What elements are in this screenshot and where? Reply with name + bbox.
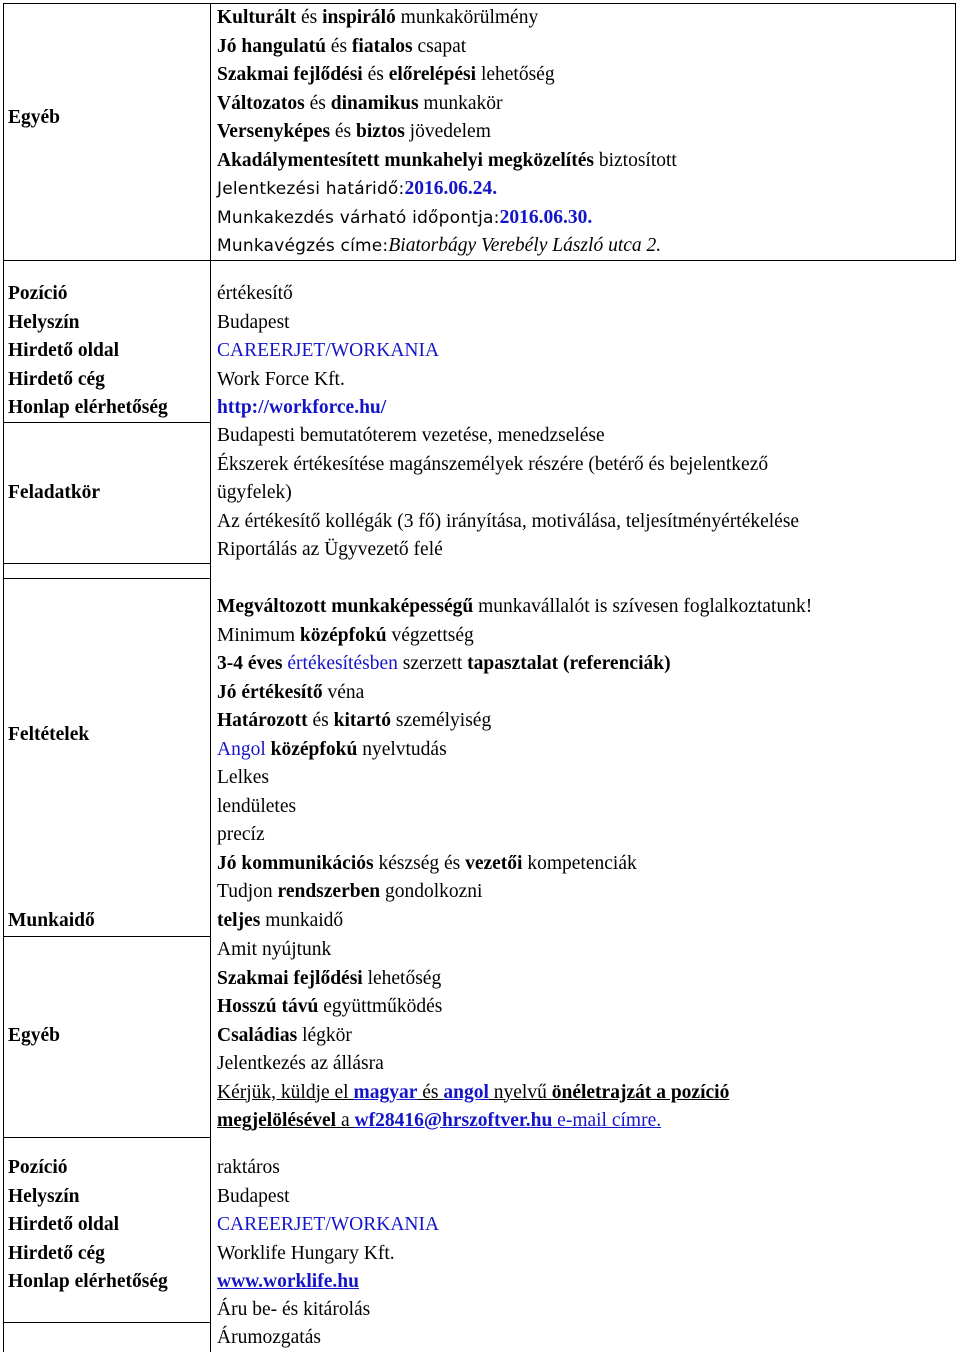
- job1-row-value: értékesítő: [217, 283, 293, 304]
- text-run: és: [307, 710, 334, 731]
- text-run: kitartó: [333, 710, 392, 731]
- text-run: munkaidő: [260, 910, 344, 931]
- job2-row-label: Hirdető cég: [8, 1242, 105, 1264]
- benefit-line: [217, 204, 592, 232]
- text-run: lehetőség: [476, 64, 555, 85]
- text-run: megjelölésével: [217, 1110, 337, 1131]
- text-run: magyar: [353, 1081, 418, 1103]
- text-run: Jó hangulatú: [217, 35, 326, 57]
- column-divider: [210, 3, 211, 1352]
- text-run: nyelvű: [488, 1081, 552, 1103]
- job2-row-label: Honlap elérhetőség: [8, 1271, 168, 1292]
- text-run: előrelépési: [388, 64, 477, 85]
- text-run: precíz: [217, 824, 265, 845]
- offer-line: [217, 1050, 384, 1078]
- text-run: 2016.06.30.: [499, 206, 593, 228]
- offer-line: [217, 1022, 352, 1050]
- task-line: Ékszerek értékesítése magánszemélyek részére (betérő és bejelentkező: [217, 453, 769, 475]
- text-run: és: [304, 92, 331, 114]
- egyeb-label: Egyéb: [8, 107, 61, 128]
- requirement-line: [217, 878, 482, 906]
- text-run: Angol: [217, 738, 266, 760]
- offer-line: [217, 993, 442, 1021]
- text-run: értékesítésben: [287, 653, 398, 674]
- job1-row-value: Work Force Kft.: [217, 368, 345, 390]
- job1-row-label: Helyszín: [8, 311, 80, 333]
- table-left-border: [3, 3, 4, 1352]
- text-run: Tudjon: [217, 881, 278, 902]
- text-run: munkakör: [418, 92, 503, 114]
- benefit-line: [217, 33, 466, 61]
- text-run: Akadálymentesített munkahelyi megközelítés: [217, 149, 594, 171]
- text-run: személyiség: [391, 710, 492, 731]
- text-run: középfokú: [270, 738, 358, 760]
- row-divider: [3, 1137, 210, 1138]
- text-run: és: [296, 7, 323, 28]
- task-line: Árumozgatás: [217, 1326, 321, 1348]
- job1-row-label: Pozíció: [8, 283, 68, 304]
- job1-row-label: Hirdető cég: [8, 368, 105, 390]
- text-run: Változatos: [217, 92, 305, 114]
- job2-row-label: Pozíció: [8, 1157, 68, 1178]
- requirement-line: [217, 850, 637, 878]
- text-run: Versenyképes: [217, 121, 331, 142]
- text-run: e-mail címre.: [552, 1110, 662, 1131]
- text-run: vezetői: [465, 852, 523, 874]
- job1-website-link[interactable]: http://workforce.hu/: [217, 397, 387, 418]
- requirement-line: [217, 593, 812, 621]
- text-run: angol: [443, 1081, 489, 1103]
- text-run: légkör: [297, 1024, 352, 1046]
- text-run: a: [336, 1110, 355, 1131]
- text-run: Kérjük, küldje el: [217, 1081, 354, 1103]
- munkaido-value: [217, 907, 343, 935]
- text-run: teljes: [217, 910, 261, 931]
- table-right-border: [955, 3, 956, 260]
- feladatkor-label: Feladatkör: [8, 482, 101, 503]
- text-run: Családias: [217, 1024, 298, 1046]
- requirement-line: [217, 707, 491, 735]
- text-run: Jelentkezési határidő:: [217, 179, 405, 199]
- text-run: gondolkozni: [380, 881, 483, 902]
- task-line: Az értékesítő kollégák (3 fő) irányítása, motiválása, teljesítményértékelése: [217, 510, 800, 532]
- offer-line: [217, 1107, 661, 1135]
- benefit-line: [217, 4, 538, 32]
- row-divider: [3, 260, 956, 261]
- requirement-line: [217, 793, 296, 821]
- benefit-line: [217, 90, 503, 118]
- task-line: Riportálás az Ügyvezető felé: [217, 539, 443, 560]
- text-run: készség és: [373, 852, 466, 874]
- text-run: munkavállalót is szívesen foglalkoztatunk!: [473, 596, 813, 617]
- text-run: Jó értékesítő: [217, 681, 323, 703]
- text-run: együttműködés: [318, 996, 443, 1017]
- text-run: wf28416@hrszoftver.hu: [354, 1110, 553, 1131]
- text-run: jövedelem: [404, 121, 491, 142]
- text-run: Hosszú távú: [217, 996, 319, 1017]
- text-run: Határozott: [217, 710, 308, 731]
- benefit-line: [217, 118, 491, 146]
- row-divider: [3, 563, 210, 564]
- job2-row-label: Hirdető oldal: [8, 1214, 120, 1235]
- requirement-line: [217, 679, 364, 707]
- job1-row-label: Honlap elérhetőség: [8, 397, 168, 418]
- text-run: munkakörülmény: [395, 7, 539, 28]
- text-run: Amit nyújtunk: [217, 939, 332, 960]
- row-divider: [3, 1322, 210, 1323]
- job1-row-value: CAREERJET/WORKANIA: [217, 340, 440, 361]
- requirement-line: [217, 736, 447, 764]
- text-run: Megváltozott munkaképességű: [217, 596, 474, 617]
- benefit-line: [217, 232, 661, 260]
- text-run: inspiráló: [322, 7, 396, 28]
- text-run: és: [330, 121, 357, 142]
- text-run: biztosított: [593, 149, 677, 171]
- text-run: tapasztalat (referenciák): [467, 653, 671, 674]
- text-run: fiatalos: [351, 35, 413, 57]
- benefit-line: [217, 175, 497, 203]
- row-divider: [3, 422, 210, 423]
- feltetelek-label: Feltételek: [8, 724, 90, 745]
- text-run: rendszerben: [277, 881, 381, 902]
- text-run: Munkakezdés várható időpontja:: [217, 207, 500, 228]
- text-run: nyelvtudás: [357, 738, 447, 760]
- job2-row-label: Helyszín: [8, 1185, 80, 1207]
- text-run: 3-4 éves: [217, 653, 283, 674]
- job2-row-value: CAREERJET/WORKANIA: [217, 1214, 440, 1235]
- text-run: Szakmai fejlődési: [217, 967, 363, 989]
- job2-row-value: Budapest: [217, 1185, 290, 1207]
- text-run: biztos: [356, 121, 405, 142]
- text-run: lendületes: [217, 795, 297, 817]
- munkaido-label: Munkaidő: [8, 910, 95, 931]
- job2-website-link[interactable]: www.worklife.hu: [217, 1271, 359, 1292]
- requirement-line: [217, 622, 474, 650]
- requirement-line: [217, 650, 671, 678]
- text-run: Munkavégzés címe:: [217, 236, 389, 256]
- text-run: végzettség: [386, 624, 474, 646]
- offer-line: [217, 1079, 729, 1107]
- text-run: önéletrajzát a pozíció: [551, 1081, 730, 1103]
- benefit-line: [217, 61, 555, 89]
- text-run: 2016.06.24.: [404, 178, 498, 199]
- job2-row-value: Worklife Hungary Kft.: [217, 1242, 395, 1264]
- text-run: Minimum: [217, 624, 300, 646]
- text-run: véna: [322, 681, 365, 703]
- text-run: csapat: [412, 35, 467, 57]
- job1-row-label: Hirdető oldal: [8, 340, 120, 361]
- text-run: Biatorbágy Verebély László utca 2.: [388, 235, 662, 256]
- row-divider: [3, 936, 210, 937]
- text-run: Szakmai fejlődési: [217, 64, 363, 85]
- text-run: Jelentkezés az állásra: [217, 1053, 384, 1074]
- task-line: Budapesti bemutatóterem vezetése, menedzselése: [217, 425, 605, 446]
- text-run: lehetőség: [362, 967, 442, 989]
- text-run: és: [362, 64, 389, 85]
- egyeb-offer-label: Egyéb: [8, 1025, 61, 1046]
- text-run: és: [325, 35, 352, 57]
- text-run: szerzett: [397, 653, 468, 674]
- requirement-line: [217, 821, 265, 849]
- row-divider: [3, 578, 210, 579]
- benefit-line: [217, 147, 677, 175]
- task-line: Áru be- és kitárolás: [217, 1299, 371, 1320]
- text-run: kompetenciák: [522, 852, 637, 874]
- text-run: Jó kommunikációs: [217, 852, 374, 874]
- text-run: Lelkes: [217, 767, 269, 788]
- job1-row-value: Budapest: [217, 311, 290, 333]
- text-run: dinamikus: [330, 92, 419, 114]
- offer-line: [217, 936, 331, 964]
- offer-line: [217, 965, 441, 993]
- text-run: és: [417, 1081, 444, 1103]
- text-run: Kulturált: [217, 7, 297, 28]
- task-line: ügyfelek): [217, 482, 292, 503]
- requirement-line: [217, 764, 269, 792]
- job2-row-value: raktáros: [217, 1157, 280, 1178]
- text-run: középfokú: [299, 624, 387, 646]
